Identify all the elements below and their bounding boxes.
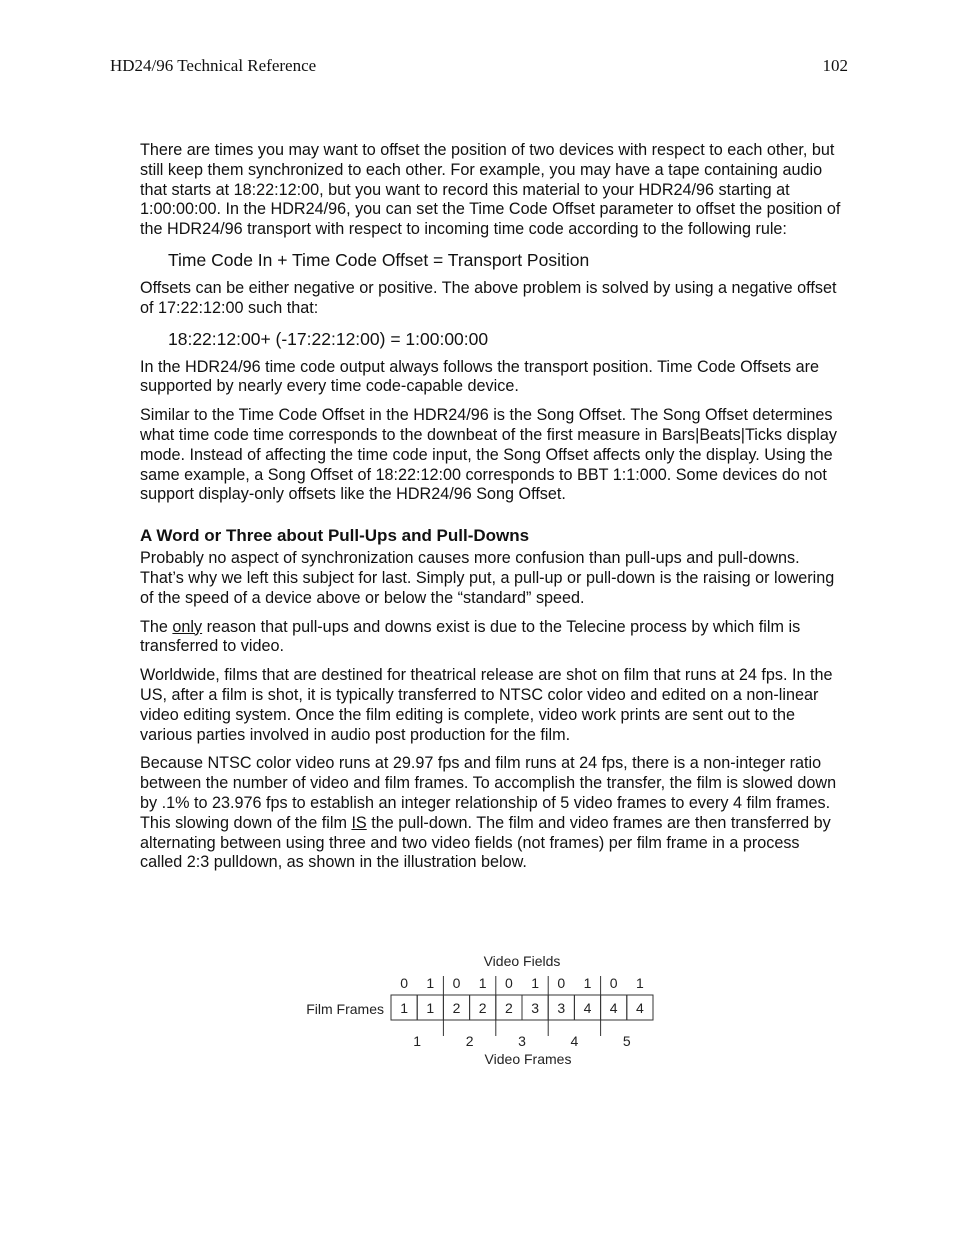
field-number: 1: [531, 975, 539, 991]
video-fields-label: Video Fields: [483, 953, 561, 969]
text-run: Because NTSC color video runs at 29.97 fps and film runs at 24 fps, there is a non-integer ratio between the number of video and film frames. To accomplish the transfer, the film is slowed down by .1% to 23.976 fps to establish an integer relationship of 5 video frames to every 4 film frames. This slowing down of the film: [140, 754, 837, 832]
paragraph-song-offset: Similar to the Time Code Offset in the HDR24/96 is the Song Offset. The Song Offset determines what time code time corresponds to the downbeat of the first measure in Bars|Beats|Ticks display mode. Instead of affecting the time code input, the Song Offset affects only the display. Using the same example, a Song Offset of 18:22:12:00 corresponds to BBT 1:1:000. Some devices do not support display-only offsets like the HDR24/96 Song Offset.: [140, 406, 838, 504]
video-frame-number: 5: [622, 1033, 631, 1049]
page-header: [110, 56, 848, 80]
section-heading-pullups: A Word or Three about Pull-Ups and Pull-Downs: [140, 526, 530, 546]
field-number: 0: [400, 975, 408, 991]
video-frame-number: 2: [465, 1033, 474, 1049]
film-frame-number: 4: [636, 1000, 644, 1016]
video-frame-number: 4: [570, 1033, 579, 1049]
film-frame-number: 1: [400, 1000, 408, 1016]
field-number: 1: [583, 975, 592, 991]
pulldown-diagram-svg: [290, 948, 690, 1078]
equation-offset-example: 18:22:12:00+ (-17:22:12:00) = 1:00:00:00: [168, 328, 489, 349]
film-frame-number: 2: [478, 1000, 487, 1016]
film-frames-label: Film Frames: [306, 1001, 384, 1017]
page-body: [140, 141, 845, 882]
film-frame-number: 4: [583, 1000, 592, 1016]
film-frame-number: 1: [426, 1000, 435, 1016]
field-number: 1: [478, 975, 487, 991]
underlined-word: IS: [351, 813, 367, 832]
film-frame-number: 4: [609, 1000, 618, 1016]
film-frame-number: 3: [531, 1000, 539, 1016]
equation-transport-position: Time Code In + Time Code Offset = Transport Position: [168, 249, 590, 270]
field-number: 0: [452, 975, 461, 991]
field-number: 0: [505, 975, 513, 991]
field-number: 1: [426, 975, 435, 991]
paragraph-offset-intro: There are times you may want to offset the position of two devices with respect to each other, but still keep them synchronized to each other. For example, you may have a tape containing audio that starts at 18:22:12:00, but you want to record this material to your HDR24/96 starting at 1:00:00:00. In the HDR24/96, you can set the Time Code Offset parameter to offset the position of the HDR24/96 transport with respect to incoming time code according to the following rule:: [140, 141, 841, 239]
text-run: The: [140, 617, 173, 636]
paragraph-negative-offsets: Offsets can be either negative or positive. The above problem is solved by using a negative offset of 17:22:12:00 such that:: [140, 278, 837, 317]
field-number: 1: [636, 975, 644, 991]
underlined-word: only: [172, 617, 203, 636]
video-frames-label: Video Frames: [484, 1051, 572, 1067]
paragraph-timecode-output: In the HDR24/96 time code output always follows the transport position. Time Code Offsets are supported by nearly every time code-capable device.: [140, 357, 820, 396]
film-frame-number: 2: [505, 1000, 513, 1016]
text-run: reason that pull-ups and downs exist is due to the Telecine process by which film is transferred to video.: [140, 617, 801, 656]
paragraph-pullups-intro: Probably no aspect of synchronization causes more confusion than pull-ups and pull-downs. That’s why we left this subject for last. Simply put, a pull-up or pull-down is the raising or lowering of the speed of a device above or below the “standard” speed.: [140, 549, 835, 607]
pulldown-diagram: [290, 948, 690, 1078]
field-number: 0: [557, 975, 566, 991]
text-run: the pull-down. The film and video frames are then transferred by alternating between using three and two video fields (not frames) per film frame in a process called 2:3 pulldown, as shown in the illustration below.: [140, 813, 831, 872]
video-frame-number: 3: [518, 1033, 526, 1049]
page-number: 102: [822, 56, 848, 75]
film-frame-number: 2: [452, 1000, 461, 1016]
field-number: 0: [609, 975, 618, 991]
film-frame-number: 3: [557, 1000, 566, 1016]
paragraph-telecine: [140, 618, 845, 658]
document-title: HD24/96 Technical Reference: [110, 56, 317, 75]
paragraph-pulldown: [140, 754, 845, 873]
paragraph-film-rates: Worldwide, films that are destined for theatrical release are shot on film that runs at 24 fps. In the US, after a film is shot, it is typically transferred to NTSC color video and edited on a non-linear video editing system. Once the film editing is complete, video work prints are sent out to the various parties involved in audio post production for the film.: [140, 666, 833, 744]
video-frame-number: 1: [413, 1033, 422, 1049]
